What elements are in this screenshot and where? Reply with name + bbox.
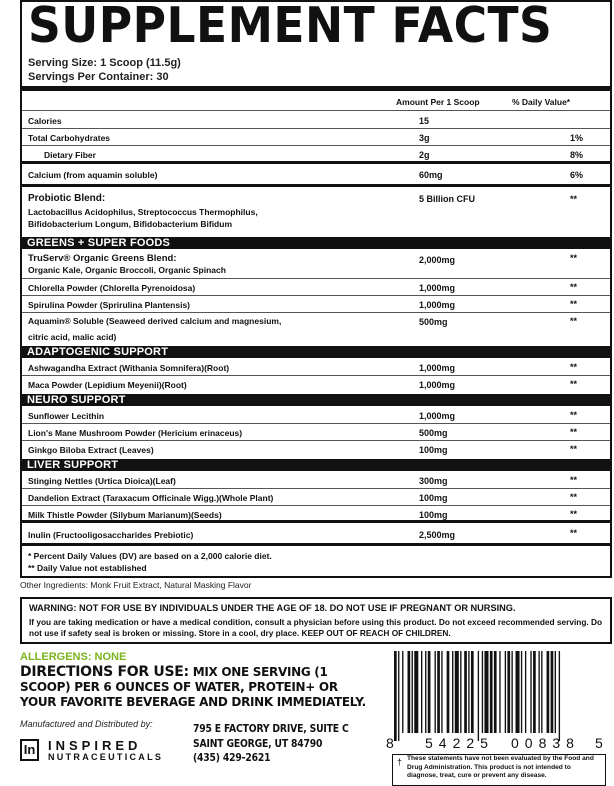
allergens-statement: ALLERGENS: NONE [20,651,127,663]
section-neuro: NEURO SUPPORT [22,394,610,406]
serving-size: Serving Size: 1 Scoop (11.5g) [28,57,181,69]
ingredient-name: Sunflower Lecithin [28,411,105,421]
barcode-digits-left: 54225 [425,735,494,751]
ingredient-name: Ginkgo Biloba Extract (Leaves) [28,445,154,455]
upc-barcode [384,649,612,745]
ingredient-dv: ** [570,379,578,389]
other-ingredients: Other Ingredients: Monk Fruit Extract, Natural Masking Flavor [20,580,252,590]
nutrient-dv: 1% [570,133,584,143]
truserv-sub: Organic Kale, Organic Broccoli, Organic Spinach [28,265,226,275]
ingredient-amount: 1,000mg [419,380,456,390]
directions [20,665,368,710]
ingredient-dv: ** [570,492,578,502]
address-line2: SAINT GEORGE, UT 84790 [193,737,323,750]
ingredient-name: Lion's Mane Mushroom Powder (Hericium erinaceus) [28,428,243,438]
nutrient-row [22,164,610,187]
ingredient-dv: ** [570,528,578,538]
ingredient-dv: ** [570,475,578,485]
daily-value-header: % Daily Value* [512,97,571,107]
ingredient-row [22,441,610,458]
ingredient-name: Inulin (Fructooligosaccharides Prebiotic) [28,530,194,540]
ingredient-row [22,296,610,313]
ingredient-amount: 300mg [419,476,448,486]
section-adaptogenic: ADAPTOGENIC SUPPORT [22,346,610,358]
manufacturer-label: Manufactured and Distributed by: [20,719,153,729]
probiotic-name: Probiotic Blend: [28,193,106,204]
ingredient-amount: 1,000mg [419,300,456,310]
ingredient-dv: ** [570,427,578,437]
dagger-symbol: † [397,757,403,767]
section-greens: GREENS + SUPER FOODS [22,237,610,249]
warning-details: If you are taking medication or have a medical condition, consult a physician before using this product. Do not exceed recommended serving. Do not use if safety seal is broken or missing. Store in a cool, dry place. KEEP OUT OF REACH OF CHILDREN. [29,617,603,638]
aquamin-line1: Aquamin® Soluble (Seaweed derived calcium and magnesium, [28,316,282,326]
ingredient-row [22,506,610,523]
ingredient-dv: ** [570,299,578,309]
ingredient-dv: ** [570,253,578,263]
footnote-dv: * Percent Daily Values (DV) are based on a 2,000 calorie diet. [28,551,272,561]
probiotic-strains-line1: Lactobacillus Acidophilus, Streptococcus Thermophilus, [28,207,258,217]
rule-thick [22,86,610,91]
ingredient-dv: ** [570,362,578,372]
footnote-not-established: ** Daily Value not established [28,563,147,573]
nutrient-amount: 2g [419,150,430,160]
ingredient-dv: ** [570,444,578,454]
ingredient-row [22,424,610,441]
ingredient-amount: 500mg [419,317,448,327]
ingredient-row [22,313,610,344]
nutrient-amount: 60mg [419,170,443,180]
nutrient-amount: 15 [419,116,430,126]
ingredient-dv: ** [570,509,578,519]
probiotic-dv: ** [570,194,578,204]
ingredient-row [22,489,610,506]
warning-headline: WARNING: NOT FOR USE BY INDIVIDUALS UNDER THE AGE OF 18. DO NOT USE IF PREGNANT OR NURSING. [29,603,516,613]
ingredient-name: Maca Powder (Lepidium Meyenii)(Root) [28,380,187,390]
address-phone: (435) 429-2621 [193,752,271,764]
section-liver: LIVER SUPPORT [22,459,610,471]
address-line1: 795 E FACTORY DRIVE, SUITE C [193,723,349,735]
directions-label: DIRECTIONS FOR USE: [20,664,189,680]
brand-name-top: INSPIRED [48,738,142,753]
ingredient-amount: 100mg [419,510,448,520]
nutrient-name: Dietary Fiber [44,150,96,160]
truserv-name: TruServ® Organic Greens Blend: [28,253,177,264]
ingredient-row [22,359,610,376]
ingredient-name: Spirulina Powder (Sprirulina Plantensis) [28,300,191,310]
ingredient-row [22,472,610,489]
nutrient-row [22,129,610,146]
barcode-digit-first: 8 [386,735,394,751]
nutrient-name: Total Carbohydrates [28,133,111,143]
directions-text: MIX ONE SERVING (1 SCOOP) PER 6 OUNCES OF WATER, PROTEIN+ OR YOUR FAVORITE BEVERAGE AND DRINK IMMEDIATELY. [20,665,366,709]
supplement-facts-panel [20,0,612,578]
barcode-digits-right: 00838 [511,735,580,751]
nutrient-row [22,112,610,129]
nutrient-amount: 3g [419,133,430,143]
ingredient-amount: 100mg [419,445,448,455]
ingredient-dv: ** [570,316,578,326]
ingredient-row [22,250,610,279]
fda-disclaimer-text: These statements have not been evaluated by the Food and Drug Administration. This product is not intended to diagnose, treat, cure or prevent any disease. [407,755,594,779]
ingredient-row [22,279,610,296]
ingredient-name: Stinging Nettles (Urtica Dioica)(Leaf) [28,476,176,486]
ingredient-amount: 1,000mg [419,363,456,373]
amount-header: Amount Per 1 Scoop [396,97,480,107]
brand-logo-mark: In [20,739,39,761]
probiotic-row [22,188,610,236]
ingredient-amount: 1,000mg [419,411,456,421]
ingredient-amount: 2,500mg [419,530,456,540]
ingredient-row [22,407,610,424]
ingredient-row [22,523,610,546]
warning-box [20,597,612,644]
ingredient-amount: 100mg [419,493,448,503]
probiotic-amount: 5 Billion CFU [419,194,475,204]
barcode-digit-last: 5 [595,735,603,751]
ingredient-name: Dandelion Extract (Taraxacum Officinale Wigg.)(Whole Plant) [28,493,274,503]
ingredient-amount: 1,000mg [419,283,456,293]
ingredient-dv: ** [570,282,578,292]
ingredient-name: Chlorella Powder (Chlorella Pyrenoidosa) [28,283,196,293]
nutrient-dv: 6% [570,170,584,180]
ingredient-row [22,376,610,393]
nutrient-name: Calories [28,116,62,126]
ingredient-name: Milk Thistle Powder (Silybum Marianum)(Seeds) [28,510,222,520]
manufacturer-address [193,722,349,766]
brand-name-bottom: NUTRACEUTICALS [48,752,164,762]
ingredient-amount: 500mg [419,428,448,438]
panel-title: SUPPLEMENT FACTS [28,0,553,54]
ingredient-name: Ashwagandha Extract (Withania Somnifera)(Root) [28,363,230,373]
fda-disclaimer-box [392,754,606,786]
ingredient-dv: ** [570,410,578,420]
nutrient-row [22,146,610,164]
column-header-row [22,93,610,111]
aquamin-line2: citric acid, malic acid) [28,332,117,342]
servings-per-container: Servings Per Container: 30 [28,71,169,83]
nutrient-name: Calcium (from aquamin soluble) [28,170,158,180]
ingredient-amount: 2,000mg [419,255,456,265]
probiotic-strains-line2: Bifidobacterium Longum, Bifidobacterium Bifidum [28,219,232,229]
nutrient-dv: 8% [570,150,584,160]
